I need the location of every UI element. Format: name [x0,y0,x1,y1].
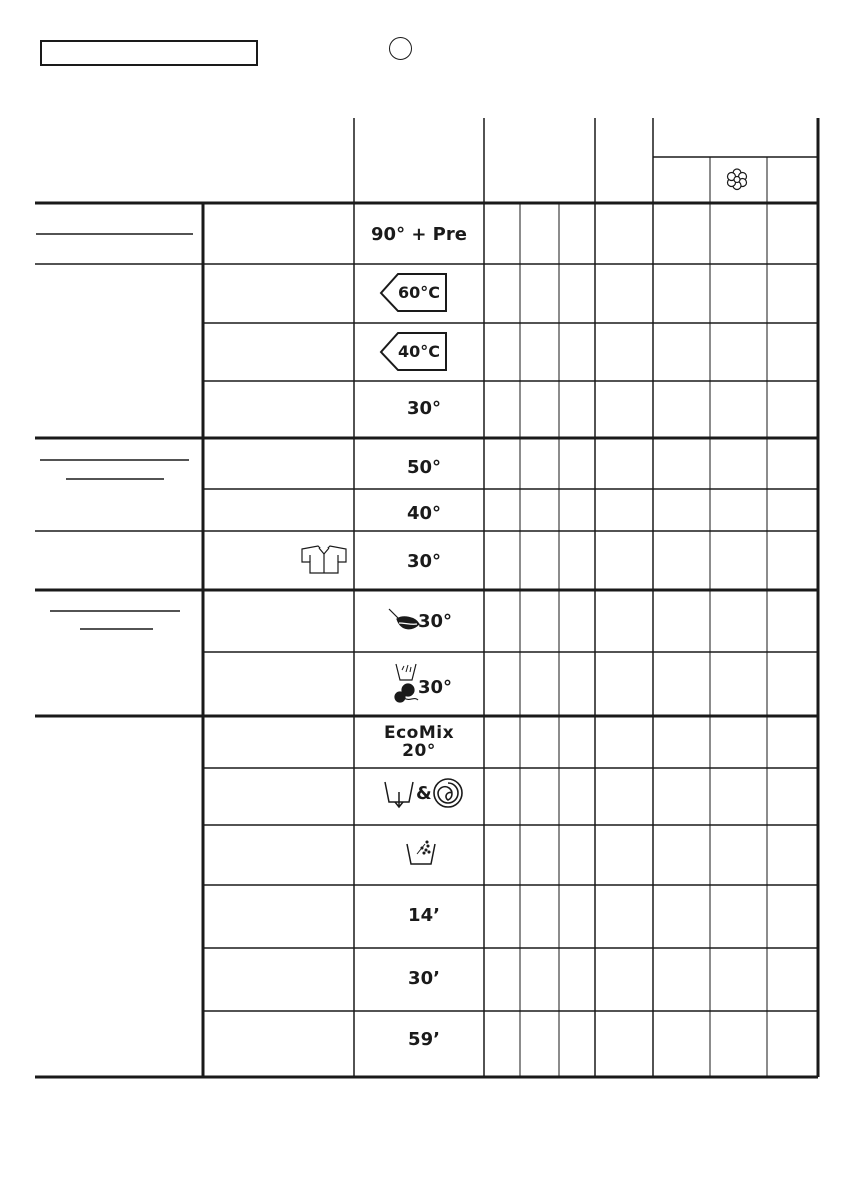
ampersand: & [416,783,432,804]
energy-label-text: 60°C [398,283,441,302]
spin-icon [434,779,462,807]
program-temp: 30° [418,677,453,698]
program-temp: 30° [406,398,442,419]
program-temp: 30° [406,551,442,572]
feather-icon [389,609,419,629]
program-temp: 59’ [408,1029,440,1050]
program-temp: 14’ [408,905,440,926]
shirt-icon [302,546,346,573]
ecomix-label: EcoMix [383,723,455,743]
ecomix-temp: 20° [402,741,436,761]
program-temp: 40° [406,503,442,524]
energy-label-text: 40°C [398,342,441,361]
softener-flower-icon [728,169,747,190]
program-temp: 30’ [408,968,440,989]
program-temp: 30° [418,611,453,632]
handwash-wool-icon [395,664,418,702]
drain-icon [385,782,413,807]
rinse-icon [407,841,435,864]
program-temp: 50° [406,457,442,478]
program-temp: 90° + Pre [371,224,467,245]
